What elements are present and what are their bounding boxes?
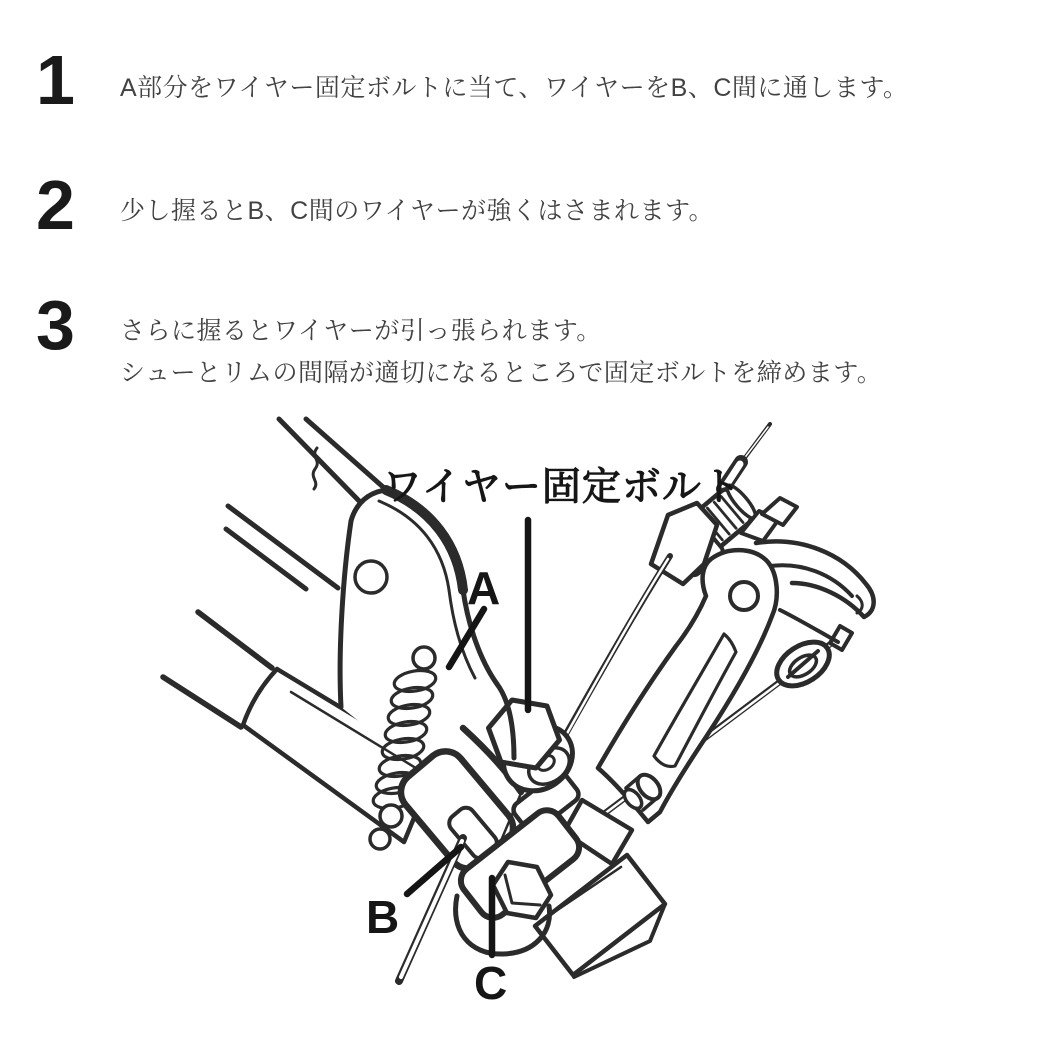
right-brake-arm	[598, 550, 777, 822]
step-2-number: 2	[36, 166, 73, 244]
label-b-leader	[407, 847, 461, 894]
right-arm-pivot-hole	[730, 582, 758, 610]
bolt-label: ワイヤー固定ボルト	[383, 466, 742, 509]
arm-pivot-hole	[355, 561, 387, 593]
step-2-text: 少し握るとB、C間のワイヤーが強くはさまれます。	[120, 197, 714, 225]
step-3-text-line-1: さらに握るとワイヤーが引っ張られます。	[120, 317, 602, 345]
step-1-text: A部分をワイヤー固定ボルトに当て、ワイヤーをB、C間に通します。	[120, 74, 909, 102]
label-c: C	[474, 957, 508, 1009]
step-3-number: 3	[36, 286, 73, 364]
label-a: A	[467, 562, 501, 614]
step-3-text-line-2: シューとリムの間隔が適切になるところで固定ボルトを締めます。	[120, 359, 883, 387]
step-1-number: 1	[36, 41, 73, 119]
label-b: B	[366, 891, 400, 943]
